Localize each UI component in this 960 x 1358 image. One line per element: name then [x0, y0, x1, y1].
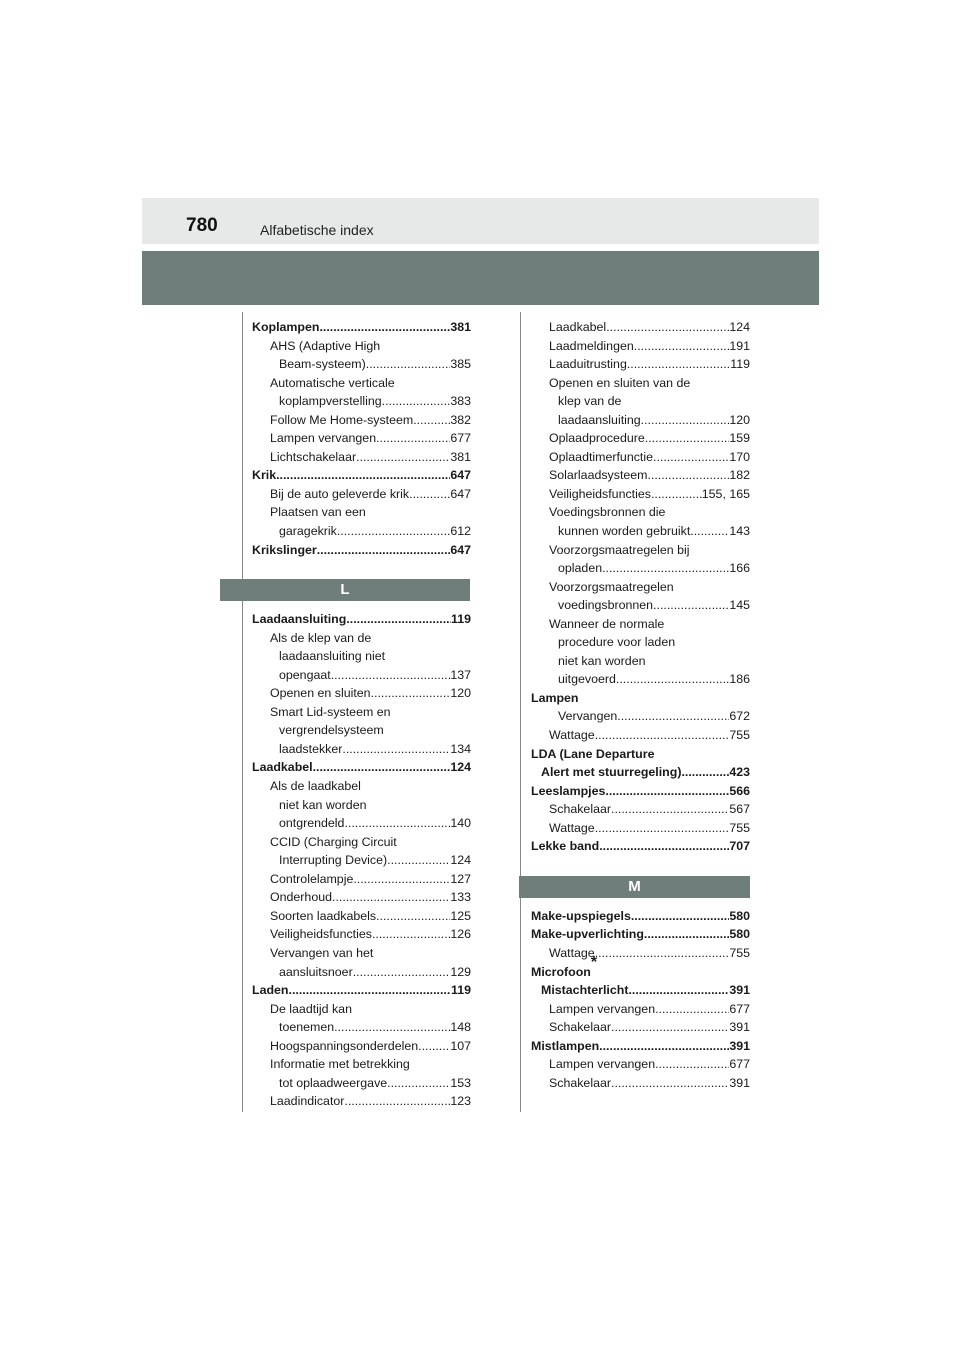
index-entry	[252, 981, 471, 1000]
index-entry-term: AHS (Adaptive High	[270, 338, 381, 353]
header-band	[142, 251, 819, 305]
index-entry-page: 148	[450, 1020, 471, 1035]
index-entry-page: 755	[729, 728, 750, 743]
index-entry	[252, 1018, 471, 1037]
index-entry	[252, 411, 471, 430]
index-entry-page: 124	[450, 853, 471, 868]
index-entry-term: klep van de	[558, 394, 622, 409]
dot-leader	[616, 670, 729, 689]
index-entry-page: 170	[729, 449, 750, 464]
page-title: Alfabetische index	[260, 222, 374, 238]
index-entry-term: Laadkabel	[549, 320, 607, 334]
index-entry	[531, 782, 750, 801]
index-entry	[252, 466, 471, 485]
index-entry-term: Vervangen	[558, 709, 618, 724]
index-entry-page: 119	[451, 983, 471, 998]
index-entry	[252, 666, 471, 685]
index-entry-page: 143	[729, 524, 750, 539]
index-entry	[531, 541, 750, 560]
index-entry-term: aansluitsnoer	[279, 964, 353, 979]
dot-leader	[372, 925, 450, 944]
index-entry-term: Soorten laadkabels	[270, 908, 377, 923]
dot-leader	[413, 411, 450, 430]
index-entry-page: 124	[729, 320, 750, 334]
index-entry	[252, 814, 471, 833]
index-entry	[531, 615, 750, 634]
header-bar	[142, 198, 819, 244]
dot-leader	[331, 666, 451, 685]
index-entry-page: 612	[450, 524, 471, 539]
index-entry-term: Vervangen van het	[270, 945, 374, 960]
index-entry-term: laadaansluiting niet	[279, 649, 386, 664]
index-entry	[252, 503, 471, 522]
dot-leader	[617, 707, 729, 726]
index-entry	[531, 652, 750, 671]
index-entry	[252, 1055, 471, 1074]
index-entry-term: Lampen vervangen	[549, 1001, 656, 1016]
index-entry-term: Lichtschakelaar	[270, 449, 357, 464]
index-entry	[252, 1037, 471, 1056]
index-entry-term: Openen en sluiten van de	[549, 375, 691, 390]
dot-leader	[595, 819, 730, 838]
index-entry-page: 145	[729, 598, 750, 613]
dot-leader	[655, 1000, 729, 1019]
index-entry	[252, 629, 471, 648]
index-entry-page: 119	[451, 612, 471, 627]
index-entry-term: Koplampen	[252, 320, 320, 334]
dot-leader	[356, 448, 450, 467]
index-entry-page: 381	[450, 320, 471, 334]
index-entry	[531, 726, 750, 745]
dot-leader	[344, 814, 450, 833]
index-group-l-continued	[531, 318, 750, 856]
index-entry-term: Onderhoud	[270, 890, 333, 905]
index-entry	[252, 374, 471, 393]
index-entry-term: niet kan worden	[279, 797, 367, 812]
index-entry-page: 677	[729, 1001, 750, 1016]
dot-leader	[651, 485, 702, 504]
index-entry-term: Laaduitrusting	[549, 357, 627, 372]
index-entry-page: 677	[729, 1057, 750, 1072]
index-entry-term: Schakelaar	[549, 1020, 611, 1035]
index-entry	[531, 763, 750, 782]
index-entry-page: 647	[450, 542, 471, 557]
index-entry-page: 166	[729, 561, 750, 576]
dot-leader	[346, 610, 451, 629]
index-entry	[252, 944, 471, 963]
index-entry-term: Automatische verticale	[270, 375, 395, 390]
index-entry-page: 137	[450, 667, 471, 682]
index-entry-term: Wattage	[549, 820, 595, 835]
index-entry-term: Als de klep van de	[270, 630, 372, 645]
index-entry-term: Lampen vervangen	[549, 1057, 656, 1072]
index-entry-term: Oplaadprocedure	[549, 431, 645, 446]
index-entry-term: procedure voor laden	[558, 635, 676, 650]
index-entry-term: uitgevoerd	[558, 672, 616, 687]
index-entry	[252, 963, 471, 982]
index-entry	[252, 907, 471, 926]
index-entry-page: 125	[450, 908, 471, 923]
index-entry-term: laadstekker	[279, 741, 343, 756]
dot-leader	[276, 466, 450, 485]
index-entry	[531, 925, 750, 944]
index-entry-term: Alert met stuurregeling)	[541, 765, 682, 780]
index-entry	[531, 1018, 750, 1037]
dot-leader	[690, 522, 729, 541]
dot-leader	[599, 837, 729, 856]
index-entry-term: Solarlaadsysteem	[549, 468, 648, 483]
index-entry-term: Mistachterlicht	[541, 983, 629, 998]
index-entry-page: 391	[729, 1020, 750, 1035]
index-entry-term: Voedingsbronnen die	[549, 505, 666, 520]
index-column-left	[252, 318, 471, 1111]
dot-leader	[595, 944, 730, 963]
index-entry	[531, 745, 750, 764]
dot-leader	[653, 448, 729, 467]
index-entry-page: 191	[729, 338, 750, 353]
index-entry-term: Wanneer de normale	[549, 616, 665, 631]
index-entry	[531, 800, 750, 819]
index-entry	[531, 689, 750, 708]
index-entry	[252, 522, 471, 541]
index-entry-page: 755	[729, 820, 750, 835]
index-entry	[531, 819, 750, 838]
index-group-k	[252, 318, 471, 559]
index-entry	[531, 337, 750, 356]
dot-leader	[289, 981, 452, 1000]
index-entry	[252, 610, 471, 629]
index-entry-term: opladen	[558, 561, 603, 576]
index-entry-page: 127	[450, 871, 471, 886]
index-entry-page: 385	[450, 357, 471, 372]
index-entry	[531, 837, 750, 856]
index-entry	[531, 1055, 750, 1074]
index-entry-term: Interrupting Device)	[279, 853, 388, 868]
index-entry-term: voedingsbronnen	[558, 598, 654, 613]
index-entry-term: Make-upspiegels	[531, 908, 631, 923]
index-entry	[252, 448, 471, 467]
index-entry-term: Laadindicator	[270, 1094, 345, 1109]
dot-leader	[344, 1092, 450, 1111]
dot-leader	[606, 318, 729, 337]
dot-leader	[644, 925, 729, 944]
dot-leader	[334, 1018, 450, 1037]
index-entry-term: Informatie met betrekking	[270, 1057, 410, 1072]
index-entry-term: Smart Lid-systeem en	[270, 704, 391, 719]
index-entry	[531, 596, 750, 615]
index-entry-page: 119	[730, 357, 750, 372]
index-entry-term: Wattage	[549, 945, 595, 960]
index-entry-page: 120	[450, 686, 471, 701]
index-entry-page: 383	[450, 394, 471, 409]
dot-leader	[409, 485, 450, 504]
dot-leader	[342, 740, 450, 759]
index-entry	[531, 953, 750, 982]
index-entry-page: 647	[450, 468, 471, 483]
index-entry	[252, 684, 471, 703]
index-entry-term: ontgrendeld	[279, 816, 345, 831]
dot-leader	[602, 559, 729, 578]
footnote-mark: *	[590, 953, 598, 971]
index-entry-page: 381	[450, 449, 471, 464]
dot-leader	[645, 429, 730, 448]
index-entry-term: Lekke band	[531, 839, 600, 854]
index-entry-page: 423	[729, 765, 750, 780]
index-entry	[252, 740, 471, 759]
index-entry	[531, 355, 750, 374]
index-entry-page: 153	[450, 1075, 471, 1090]
dot-leader	[382, 392, 451, 411]
index-entry-term: Laden	[252, 983, 289, 998]
index-entry-page: 107	[450, 1038, 471, 1053]
index-entry-term: LDA (Lane Departure	[531, 746, 655, 761]
dot-leader	[387, 1074, 450, 1093]
dot-leader	[313, 758, 451, 777]
index-entry	[531, 707, 750, 726]
index-entry-page: 672	[729, 709, 750, 724]
index-entry-term: toenemen	[279, 1020, 335, 1035]
dot-leader	[653, 596, 729, 615]
dot-leader	[319, 318, 450, 337]
index-entry-term: laadaansluiting	[558, 412, 641, 427]
index-entry-page: 755	[729, 945, 750, 960]
index-entry-term: Openen en sluiten	[270, 686, 371, 701]
index-entry	[252, 485, 471, 504]
index-entry	[252, 796, 471, 815]
dot-leader	[599, 1037, 729, 1056]
index-entry	[252, 758, 471, 777]
index-entry-page: 382	[450, 412, 471, 427]
index-entry-page: 140	[450, 816, 471, 831]
column-rule-right	[520, 312, 521, 1112]
index-entry	[252, 870, 471, 889]
index-entry-term: Laadaansluiting	[252, 612, 347, 627]
index-entry-term: Follow Me Home-systeem	[270, 412, 414, 427]
index-entry	[531, 318, 750, 337]
index-entry	[531, 559, 750, 578]
index-group-m	[531, 907, 750, 1092]
index-entry-term: Schakelaar	[549, 802, 611, 817]
dot-leader	[681, 763, 729, 782]
index-entry	[531, 907, 750, 926]
index-entry-term: Make-upverlichting	[531, 927, 644, 942]
index-entry-term: Voorzorgsmaatregelen	[549, 579, 674, 594]
index-entry-term: koplampverstelling	[279, 394, 382, 409]
index-entry-page: 133	[450, 890, 471, 905]
index-entry	[252, 1074, 471, 1093]
dot-leader	[647, 466, 729, 485]
index-entry-term: Leeslampjes	[531, 783, 606, 798]
index-entry-page: 159	[729, 431, 750, 446]
index-entry	[252, 1092, 471, 1111]
index-entry	[252, 777, 471, 796]
index-entry-page: 391	[729, 983, 750, 998]
index-entry	[531, 633, 750, 652]
index-entry	[531, 374, 750, 393]
index-entry-term: Wattage	[549, 728, 595, 743]
index-entry-page: 391	[729, 1075, 750, 1090]
index-entry	[531, 448, 750, 467]
index-entry	[531, 1074, 750, 1093]
index-entry	[252, 833, 471, 852]
dot-leader	[376, 907, 450, 926]
index-entry	[531, 522, 750, 541]
index-entry-term: Krikslinger	[252, 542, 317, 557]
index-entry	[252, 318, 471, 337]
index-entry	[531, 981, 750, 1000]
index-entry	[252, 392, 471, 411]
dot-leader	[366, 355, 451, 374]
dot-leader	[376, 429, 450, 448]
dot-leader	[605, 782, 729, 801]
index-entry-page: 580	[729, 927, 750, 942]
index-entry-page: 155, 165	[701, 486, 750, 501]
index-group-l	[252, 610, 471, 1111]
dot-leader	[317, 541, 451, 560]
index-entry-term: Laadmeldingen	[549, 338, 634, 353]
dot-leader	[611, 1074, 729, 1093]
index-entry-term: niet kan worden	[558, 653, 646, 668]
index-entry-page: 124	[450, 760, 471, 775]
index-entry-page: 182	[729, 468, 750, 483]
index-entry-term: Voorzorgsmaatregelen bij	[549, 542, 690, 557]
index-entry-term: De laadtijd kan	[270, 1001, 352, 1016]
dot-leader	[371, 684, 451, 703]
index-entry-term: garagekrik	[279, 524, 337, 539]
index-entry-page: 120	[729, 412, 750, 427]
dot-leader	[627, 355, 730, 374]
index-entry-term: Veiligheidsfuncties	[549, 486, 651, 501]
index-entry	[252, 703, 471, 722]
index-entry-page: 647	[450, 486, 471, 501]
dot-leader	[631, 907, 729, 926]
index-entry	[531, 944, 750, 963]
dot-leader	[387, 851, 450, 870]
index-entry-term: Oplaadtimerfunctie	[549, 449, 653, 464]
index-entry	[252, 541, 471, 560]
index-entry-term: vergrendelsysteem	[279, 723, 384, 738]
index-entry-page: 580	[729, 908, 750, 923]
index-entry	[531, 503, 750, 522]
page-number: 780	[186, 215, 218, 236]
dot-leader	[353, 963, 451, 982]
index-entry	[252, 888, 471, 907]
index-entry-page: 566	[729, 783, 750, 798]
index-entry	[531, 578, 750, 597]
dot-leader	[655, 1055, 729, 1074]
dot-leader	[611, 800, 729, 819]
index-entry	[531, 1000, 750, 1019]
index-entry	[531, 485, 750, 504]
index-entry-page: 567	[729, 802, 750, 817]
index-entry-term: kunnen worden gebruikt	[558, 524, 691, 539]
index-entry-page: 677	[450, 431, 471, 446]
index-entry-page: 123	[450, 1094, 471, 1109]
index-entry	[252, 1000, 471, 1019]
dot-leader	[611, 1018, 729, 1037]
index-entry-term: Mistlampen	[531, 1038, 600, 1053]
index-entry	[531, 466, 750, 485]
index-entry-term: Schakelaar	[549, 1075, 611, 1090]
index-entry	[252, 851, 471, 870]
dot-leader	[332, 888, 450, 907]
index-entry	[531, 670, 750, 689]
index-entry	[531, 429, 750, 448]
index-entry	[252, 925, 471, 944]
dot-leader	[353, 870, 450, 889]
dot-leader	[628, 981, 729, 1000]
index-column-right	[531, 318, 750, 1092]
index-entry	[252, 429, 471, 448]
index-entry-page: 129	[450, 964, 471, 979]
index-entry-term: Beam-systeem)	[279, 357, 366, 372]
index-entry-page: 126	[450, 927, 471, 942]
dot-leader	[337, 522, 450, 541]
section-letter-l: L	[220, 579, 470, 601]
dot-leader	[634, 337, 730, 356]
index-entry	[252, 355, 471, 374]
index-entry-term: Lampen	[531, 690, 579, 705]
index-entry	[531, 411, 750, 430]
index-entry-page: 134	[450, 741, 471, 756]
index-entry-term: opengaat	[279, 667, 331, 682]
index-entry-term: Als de laadkabel	[270, 779, 361, 794]
index-entry-page: 707	[729, 839, 750, 854]
index-entry	[531, 1037, 750, 1056]
dot-leader	[595, 726, 730, 745]
index-entry-term: Lampen vervangen	[270, 431, 377, 446]
index-entry-term: Veiligheidsfuncties	[270, 927, 372, 942]
index-entry-term: Microfoon	[531, 964, 591, 979]
index-entry-term: CCID (Charging Circuit	[270, 834, 397, 849]
index-entry	[531, 392, 750, 411]
index-entry	[252, 721, 471, 740]
index-entry-term: Krik	[252, 468, 277, 483]
index-entry-term: Laadkabel	[252, 760, 313, 775]
section-letter-m: M	[519, 876, 750, 898]
index-entry-term: Plaatsen van een	[270, 505, 366, 520]
index-entry-page: 186	[729, 672, 750, 687]
index-entry-term: Bij de auto geleverde krik	[270, 486, 410, 501]
index-entry-term: Hoogspanningsonderdelen	[270, 1038, 419, 1053]
index-entry-page: 391	[729, 1038, 750, 1053]
index-entry	[252, 647, 471, 666]
index-entry-term: tot oplaadweergave	[279, 1075, 388, 1090]
index-entry-term: Controlelampje	[270, 871, 354, 886]
dot-leader	[641, 411, 730, 430]
column-rule-left	[242, 312, 243, 1112]
dot-leader	[418, 1037, 450, 1056]
index-entry	[252, 337, 471, 356]
